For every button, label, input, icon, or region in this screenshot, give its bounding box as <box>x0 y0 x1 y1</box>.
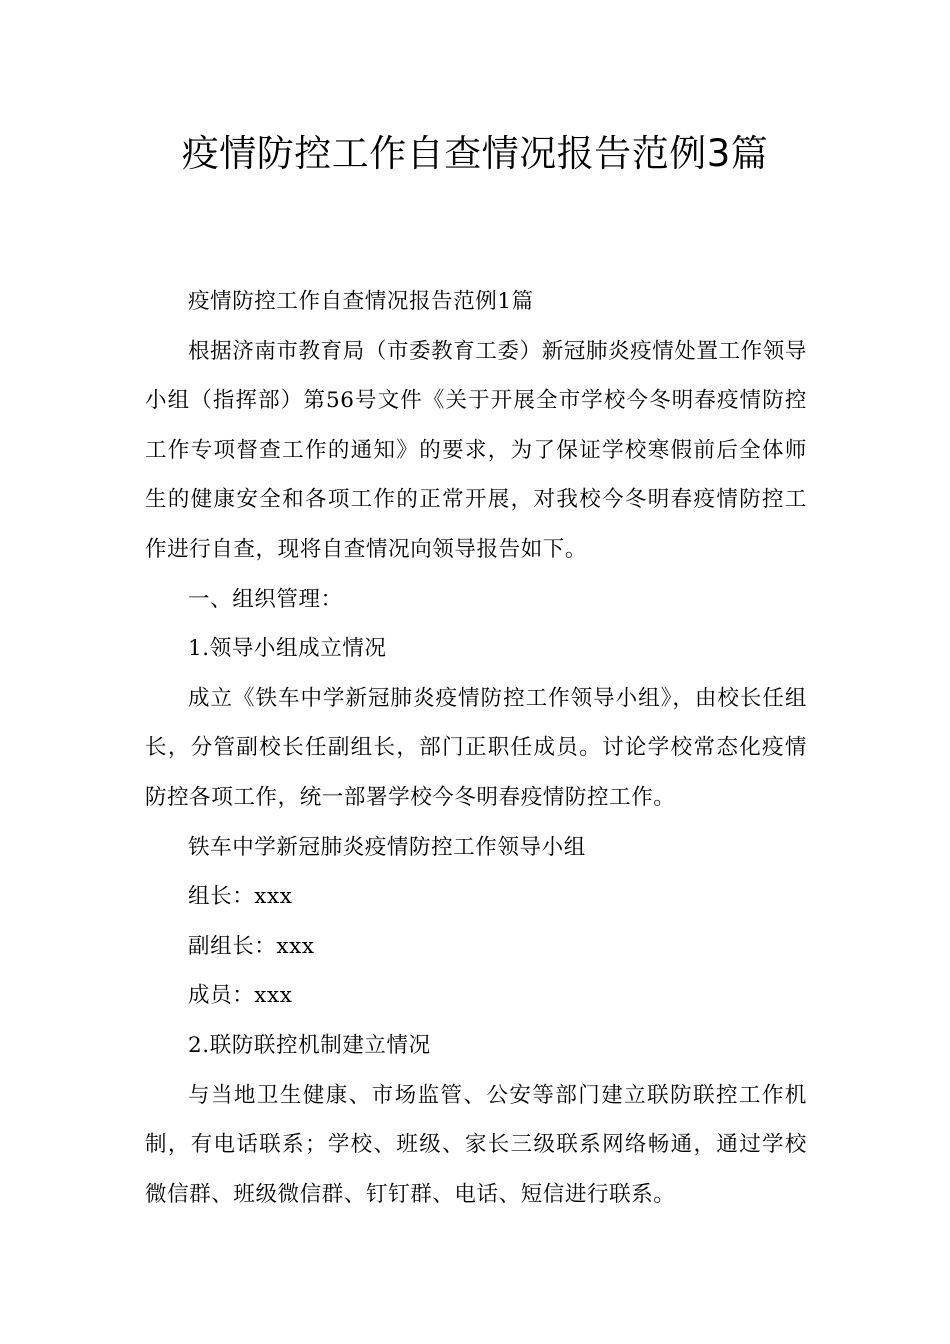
paragraph-members: 成员：xxx <box>188 983 293 1009</box>
subheading-joint-control: 2.联防联控机制建立情况 <box>188 1032 431 1058</box>
paragraph-deputy-leader: 副组长：xxx <box>188 933 315 959</box>
section-heading-organization: 一、组织管理： <box>188 586 343 612</box>
subheading-leadership-group: 1.领导小组成立情况 <box>188 636 387 662</box>
paragraph-group-name: 铁车中学新冠肺炎疫情防控工作领导小组 <box>188 834 586 860</box>
document-title: 疫情防控工作自查情况报告范例3篇 <box>181 132 769 175</box>
paragraph-group-leader: 组长：xxx <box>188 884 293 910</box>
paragraph-subtitle: 疫情防控工作自查情况报告范例1篇 <box>188 289 534 314</box>
paragraph-intro: 根据济南市教育局（市委教育工委）新冠肺炎疫情处置工作领导小组（指挥部）第56号文件《关于开展全市学校今冬明春疫情防控工作专项督查工作的通知》的要求，为了保证学校寒假前后全体师生的健康安全和各项工作的正常开展，对我校今冬明春疫情防控工作进行自查，现将自查情况向领导报告如下。 <box>145 338 807 562</box>
document-body <box>145 277 807 1219</box>
paragraph-leadership-group: 成立《铁车中学新冠肺炎疫情防控工作领导小组》，由校长任组长，分管副校长任副组长，部门正职任成员。讨论学校常态化疫情防控各项工作，统一部署学校今冬明春疫情防控工作。 <box>145 685 807 810</box>
paragraph-joint-control: 与当地卫生健康、市场监管、公安等部门建立联防联控工作机制，有电话联系；学校、班级、家长三级联系网络畅通，通过学校微信群、班级微信群、钉钉群、电话、短信进行联系。 <box>145 1082 807 1207</box>
